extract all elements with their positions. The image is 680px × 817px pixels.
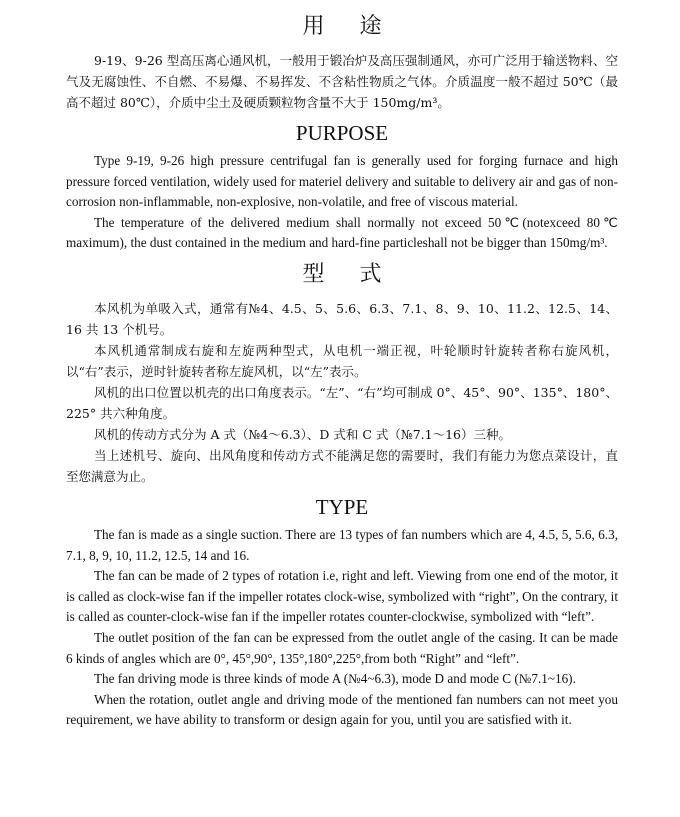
usage-section [66, 12, 618, 113]
purpose-heading: PURPOSE [295, 121, 389, 145]
type-paragraph: When the rotation, outlet angle and driving mode of the mentioned fan numbers can not meet you requirement, we have ability to transform or design again for you, until you are satisfied with it. [66, 691, 618, 728]
model-heading: 型 式 [302, 261, 396, 287]
model-paragraph: 风机的传动方式分为 A 式（№4～6.3）、D 式和 C 式（№7.1～16）三种。 [94, 426, 512, 442]
model-section [66, 260, 618, 487]
purpose-paragraph: The temperature of the delivered medium shall normally not exceed 50℃(notexceed 80℃ maximum), the dust contained in the medium and hard-fine particleshall not be bigger than 150mg/m³. [66, 214, 618, 251]
model-paragraph: 本风机通常制成右旋和左旋两种型式，从电机一端正视，叶轮顺时针旋转者称右旋风机，以“右”表示，逆时针旋转者称左旋风机，以“左”表示。 [66, 342, 618, 379]
type-paragraph: The fan can be made of 2 types of rotation i.e, right and left. Viewing from one end of the motor, it is called as clock-wise fan if the impeller rotates clock-wise, symbolized with “right”, On the contrary, it is called as counter-clock-wise fan if the impeller rotates counter-clockwise, symbolized with “left”. [66, 568, 618, 625]
type-paragraph: The fan driving mode is three kinds of mode A (№4~6.3), mode D and mode C (№7.1~16). [94, 671, 576, 687]
usage-heading: 用 途 [302, 14, 396, 39]
type-heading: TYPE [315, 494, 369, 519]
type-paragraph: The outlet position of the fan can be expressed from the outlet angle of the casing. It can be made 6 kinds of angles which are 0°, 45°,90°, 135°,180°,225°,from both “Right” and “left”. [66, 629, 618, 666]
model-paragraph: 风机的出口位置以机壳的出口角度表示。“左”、“右”均可制成 0°、45°、90°、135°、180°、225° 共六种角度。 [66, 384, 618, 421]
purpose-section [66, 119, 618, 254]
model-paragraph: 本风机为单吸入式，通常有№4、4.5、5、5.6、6.3、7.1、8、9、10、11.2、12.5、14、16 共 13 个机号。 [66, 300, 618, 337]
type-section [66, 493, 618, 731]
model-paragraph: 当上述机号、旋向、出风角度和传动方式不能满足您的需要时，我们有能力为您点菜设计，直至您满意为止。 [66, 447, 618, 484]
purpose-paragraph: Type 9-19, 9-26 high pressure centrifugal fan is generally used for forging furnace and high pressure forced ventilation, widely used for materiel delivery and suitable to delivery air and gas of non-corrosion non-inflammable, non-explosive, non-volatile, and free of viscous material. [66, 153, 618, 210]
usage-paragraph: 9-19、9-26 型高压离心通风机，一般用于锻冶炉及高压强制通风，亦可广泛用于输送物料、空气及无腐蚀性、不自燃、不易爆、不易挥发、不含粘性物质之气体。介质温度一般不超过 50℃（最高不超过 80℃），介质中尘土及硬质颗粒物含量不大于 150mg/m³。 [66, 53, 618, 110]
type-paragraph: The fan is made as a single suction. There are 13 types of fan numbers which are 4, 4.5, 5, 5.6, 6.3, 7.1, 8, 9, 10, 11.2, 12.5, 14 and 16. [66, 526, 618, 563]
